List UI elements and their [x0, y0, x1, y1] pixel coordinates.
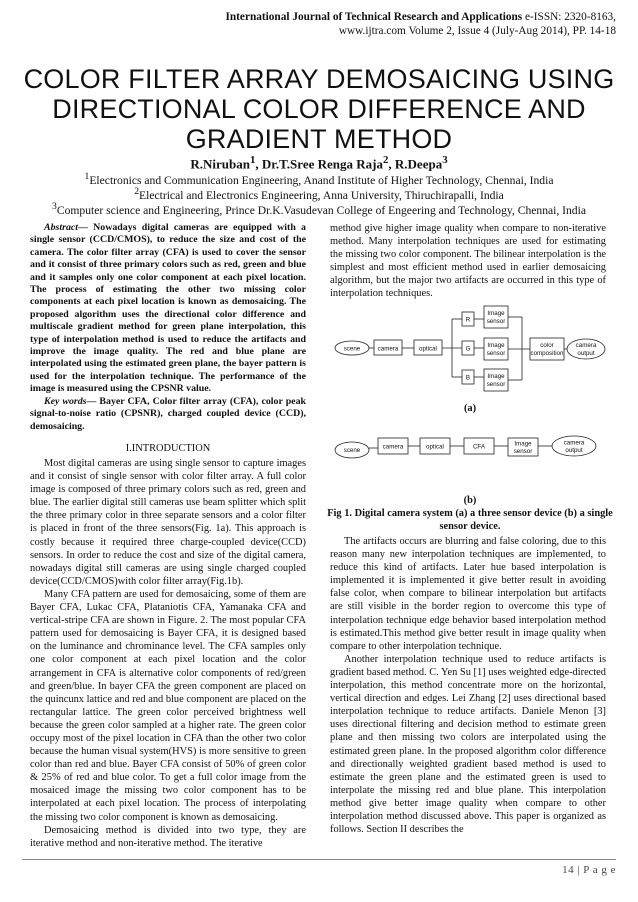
author-3: R.Deepa	[394, 156, 443, 172]
author-2: Dr.T.Sree Renga Raja	[261, 156, 383, 172]
right-paragraph-1: The artifacts occurs are blurring and false coloring, due to this reason many new interpolation techniques are implemented, to reduce this kind of artifacts. Later hue based interpolation is implemented it is implemented it give better result in avoiding false color, when compare to bilinear interpolation but artifacts are still visible in the border region to overcome this type of interpolation technique edge behavior based interpolation method is estimated.This method give better result in image quality when compare to other interpolation technique.	[330, 536, 606, 652]
affiliation-3-sup: 3	[52, 201, 57, 212]
journal-name: International Journal of Technical Research and Applications	[225, 11, 523, 23]
author-2-sup: 2	[382, 154, 389, 166]
fig-a-r: R	[465, 316, 471, 324]
fig-a-sensor-2-l2: sensor	[486, 350, 506, 357]
journal-volume: www.ijtra.com Volume 2, Issue 4 (July-Aug 2014), PP. 14-18	[338, 25, 616, 37]
figure-1a-label: (a)	[463, 403, 477, 414]
fig-a-sensor-3-l1: Image	[487, 373, 505, 380]
fig-a-sensor-3-l2: sensor	[486, 381, 506, 388]
keywords	[30, 396, 306, 433]
affiliation-2-sup: 2	[134, 186, 140, 197]
fig-a-optical: optical	[419, 345, 437, 353]
title-line-1: COLOR FILTER ARRAY DEMOSAICING USING	[23, 64, 615, 94]
fig-b-scene: scene	[343, 447, 361, 454]
right-paragraph-2: Another interpolation technique used to reduce artifacts is gradient based method. C. Yen Su [1] uses weighted edge-directed interpolation, this method concentrate more on the horizontal, vertical direction and edges. Lei Zhang [2] uses directional based interpolation technique to reduce artifacts. Daniele Menon [3] uses directional filtering and decision method to estimate green plane and then missing two colors are interpolated using the estimated green plane. In the proposed algorithm color difference and directionally weighted gradient based method is used to estimate the green plane and the estimated green is used to interpolate the missing red and blue plane. This interpolation method give better image quality when compare to other interpolation method discussed above. This paper is organized as follows. Section II describes the	[330, 653, 606, 836]
author-list	[0, 154, 638, 172]
keywords-label: Key words—	[44, 395, 97, 407]
author-sep-1: ,	[255, 156, 262, 172]
affiliation-1	[0, 171, 638, 187]
abstract-label: Abstract—	[44, 222, 88, 233]
affiliation-1-text: Electronics and Communication Engineering, Anand Institute of Higher Technology, Chennai, India	[89, 173, 554, 187]
fig-b-sensor-l2: sensor	[513, 448, 533, 455]
journal-header	[225, 10, 616, 38]
fig-b-sensor-l1: Image	[514, 440, 532, 448]
paper-title	[20, 64, 618, 154]
fig-b-optical: optical	[426, 443, 444, 451]
author-3-sup: 3	[442, 154, 448, 166]
fig-a-camera: camera	[377, 345, 399, 353]
section-heading-introduction: I.INTRODUCTION	[125, 442, 211, 454]
keywords-text: Bayer CFA, Color filter array (CFA), color peak signal-to-noise ratio (CPSNR), charged coupled device (CCD), demosaicing.	[30, 395, 306, 432]
author-1-sup: 1	[249, 154, 256, 166]
fig-a-output-l1: camera	[575, 342, 597, 349]
fig-b-cfa: CFA	[472, 443, 486, 451]
figure-1a	[332, 296, 608, 396]
author-1: R.Niruban	[190, 156, 250, 172]
fig-b-output-l2: output	[565, 447, 583, 454]
intro-paragraph-1: Most digital cameras are using single sensor to capture images and it consist of single sensor with color filter array. A full color image is composed of three primary colors such as red, green and blue. The earlier digital still cameras use beam splitter which split the three primary color in three separate sensors and a color filter is placed in front of the three sensors(Fig. 1a). This approach is costly because it required three charge-coupled device(CCD) sensors. In order to reduce the cost and size of the digital camera, nowadays digital still cameras are using single charged coupled device(CCD/CMOS)with color filter array(Fig.1b).	[30, 458, 306, 587]
author-sep-2: ,	[388, 156, 395, 172]
right-column-top	[330, 222, 606, 301]
fig-a-g: G	[465, 345, 471, 353]
figure-1a-diagram	[332, 296, 608, 396]
affiliation-3	[0, 201, 638, 217]
fig-a-scene: scene	[343, 345, 361, 353]
figure-1-caption: Fig 1. Digital camera system (a) a three sensor device (b) a single sensor device.	[327, 508, 613, 532]
fig-a-output-l2: output	[577, 350, 595, 357]
abstract-text: Nowadays digital cameras are equipped with a single sensor (CCD/CMOS), to reduce the size and cost of the camera. The color filter array (CFA) is used to cover the sensor and it consist of three primary colors such as red, green and blue and it samples only one color component at each pixel location. The process of estimating the other two missing color components at each pixel location is known as demosaicing. The proposed algorithm uses the directional color difference and multiscale gradient method for green plane interpolation, this type of interpolation method is used to reduce the artifacts and improve the image quality. The red and blue plane are interpolated using the estimated green plane, the bayer pattern is used for the interpolation technique. The performance of the image is measured using the CPSNR value.	[30, 222, 306, 395]
fig-a-sensor-2-l1: Image	[487, 342, 505, 349]
intro-paragraph-3: Demosaicing method is divided into two type, they are iterative method and non-iterative method. The iterative	[30, 824, 306, 849]
page-number: 14 | P a g e	[562, 864, 616, 876]
left-column	[30, 222, 306, 850]
figure-1b	[332, 426, 608, 470]
fig-a-composition-l1: color	[540, 342, 554, 349]
affiliation-1-sup: 1	[84, 171, 90, 182]
journal-issn: e-ISSN: 2320-8163,	[525, 11, 616, 23]
affiliation-2	[0, 186, 638, 202]
fig-a-composition-l2: composition	[530, 350, 564, 357]
title-line-3: GRADIENT METHOD	[185, 124, 453, 154]
figure-1b-diagram	[332, 426, 608, 470]
footer-rule	[22, 859, 616, 860]
fig-b-camera: camera	[382, 443, 404, 451]
fig-a-sensor-1-l2: sensor	[486, 318, 506, 325]
figure-1b-label: (b)	[463, 495, 477, 506]
fig-a-b: B	[465, 374, 471, 382]
title-line-2: DIRECTIONAL COLOR DIFFERENCE AND	[52, 94, 586, 124]
intro-paragraph-2: Many CFA pattern are used for demosaicing, some of them are Bayer CFA, Lukac CFA, Plataniotis CFA, Yamanaka CFA and vertical-stripe CFA are shown in Figure. 2. The most popular CFA pattern used for demosaicing is Bayer CFA, it is designed based on the luminance and chrominance level. The CFA samples only one color component at each pixel location and the color arrangement in CFA is alternative color components of red/green and green/blue. In bayer CFA the green component are placed on the quincunx lattice and red and blue component are placed on the rectangular lattice. The green color perceived brightness well because the green color sampled at a higher rate. The green color occupy most of the pixel location in CFA than the other two color because the human visual system(HVS) is more sensitive to green color than red and blue. Bayer CFA consist of 50% of green color & 25% of red and blue color. To get a full color image from the mosaiced image the missing two color component has to be interpolated at each pixel location. The process of interpolating the missing two color component is known as demosaicing.	[30, 588, 306, 823]
right-column-bottom	[330, 535, 606, 836]
affiliation-2-text: Electrical and Electronics Engineering, Anna University, Thiruchirapalli, India	[139, 188, 504, 202]
fig-b-output-l1: camera	[563, 439, 585, 447]
abstract	[30, 222, 306, 396]
fig-a-sensor-1-l1: Image	[487, 310, 505, 317]
affiliation-3-text: Computer science and Engineering, Prince Dr.K.Vasudevan College of Engeering and Technology, Chennai, India	[56, 203, 586, 217]
right-paragraph-top: method give higher image quality when compare to non-iterative method. Many interpolation techniques are used for estimating the missing two color component. The bilinear interpolation is the simplest and most efficient method used in earlier demosaicing algorithm, but the major two artifacts are occurred in this type of interpolation techniques.	[330, 223, 606, 300]
